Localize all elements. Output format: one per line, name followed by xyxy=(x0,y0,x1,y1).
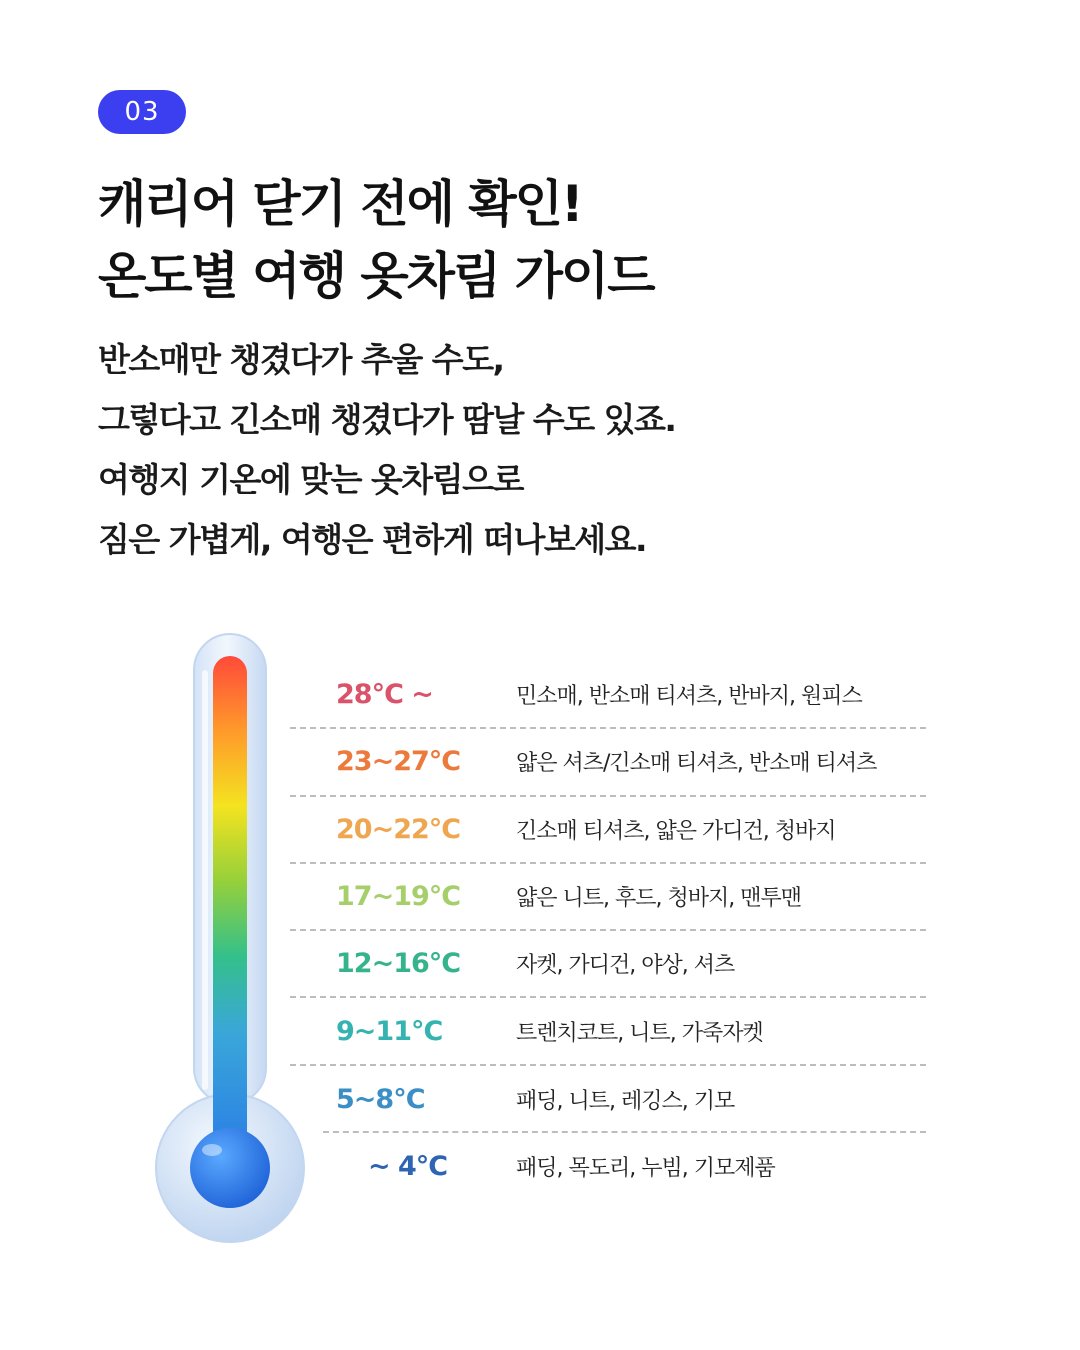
temperature-range: ~ 4°C xyxy=(368,1151,448,1183)
guide-row xyxy=(290,864,926,931)
temperature-range: 20~22°C xyxy=(336,813,461,845)
temperature-range: 12~16°C xyxy=(336,948,461,980)
guide-row xyxy=(290,729,926,796)
temperature-range: 5~8°C xyxy=(336,1083,425,1115)
temperature-range: 17~19°C xyxy=(336,881,461,913)
guide-row xyxy=(290,662,926,729)
intro-text xyxy=(98,330,675,570)
clothing-list: 얇은 니트, 후드, 청바지, 맨투맨 xyxy=(516,886,801,912)
title-line-2: 온도별 여행 옷차림 가이드 xyxy=(98,247,654,305)
intro-line: 그렇다고 긴소매 챙겼다가 땀날 수도 있죠. xyxy=(98,400,676,439)
guide-row xyxy=(290,1133,926,1200)
clothing-list: 트렌치코트, 니트, 가죽자켓 xyxy=(516,1020,763,1046)
temperature-range: 9~11°C xyxy=(336,1015,443,1047)
step-badge: 03 xyxy=(98,90,186,134)
intro-line: 여행지 기온에 맞는 옷차림으로 xyxy=(98,460,523,499)
clothing-list: 긴소매 티셔츠, 얇은 가디건, 청바지 xyxy=(516,818,836,844)
page-title xyxy=(98,168,654,312)
title-line-1: 캐리어 닫기 전에 확인! xyxy=(98,175,582,233)
guide-row xyxy=(290,1066,926,1133)
temperature-range: 23~27°C xyxy=(336,746,461,778)
temperature-guide-table xyxy=(290,662,926,1200)
clothing-list: 얇은 셔츠/긴소매 티셔츠, 반소매 티셔츠 xyxy=(516,751,877,777)
guide-row xyxy=(290,931,926,998)
thermometer-icon xyxy=(150,630,310,1250)
clothing-list: 민소매, 반소매 티셔츠, 반바지, 원피스 xyxy=(516,684,862,710)
intro-line: 반소매만 챙겼다가 추울 수도, xyxy=(98,340,504,379)
clothing-list: 자켓, 가디건, 야상, 셔츠 xyxy=(516,953,735,979)
guide-row xyxy=(290,797,926,864)
clothing-list: 패딩, 니트, 레깅스, 기모 xyxy=(516,1088,735,1114)
clothing-list: 패딩, 목도리, 누빔, 기모제품 xyxy=(516,1156,775,1182)
temperature-range: 28°C ~ xyxy=(336,679,433,711)
guide-row xyxy=(290,998,926,1065)
intro-line: 짐은 가볍게, 여행은 편하게 떠나보세요. xyxy=(98,520,647,559)
